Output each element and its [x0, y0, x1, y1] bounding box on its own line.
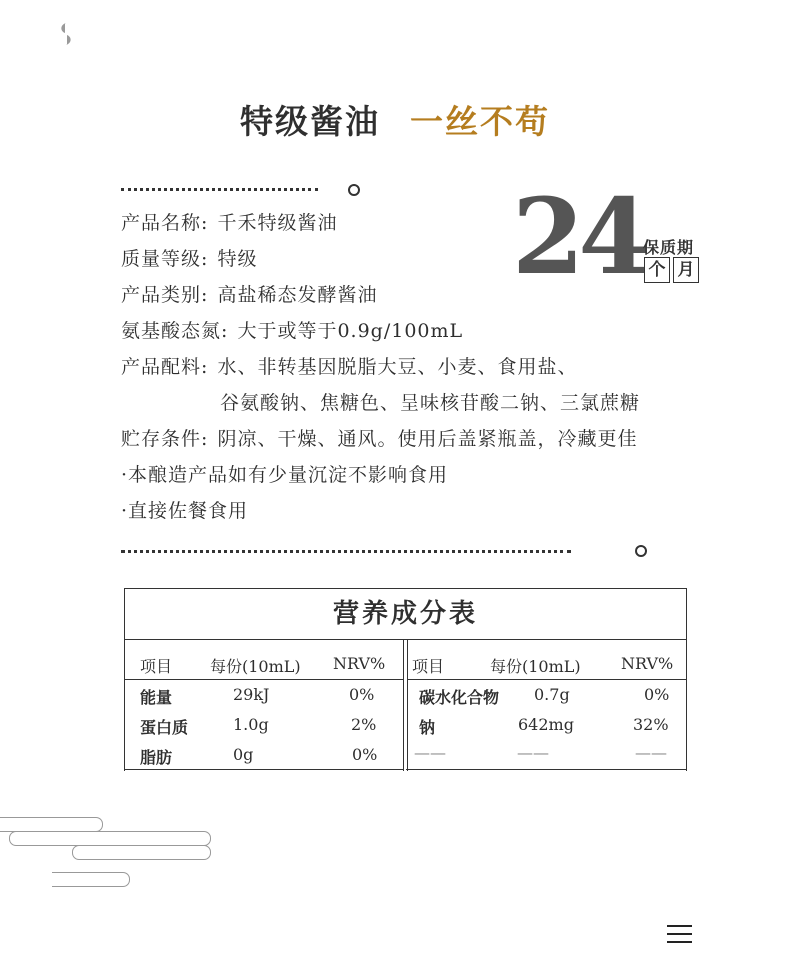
row-item: 能量: [140, 688, 173, 707]
info-product-name: [121, 211, 337, 235]
row-item: 蛋白质: [140, 718, 189, 737]
row-nrv: 0%: [352, 745, 378, 764]
page-headline: [0, 96, 790, 143]
info-quality-grade: [121, 247, 257, 271]
row-nrv: ——: [635, 743, 667, 762]
header-nrv: NRV%: [333, 654, 386, 673]
info-label: 质量等级:: [121, 248, 209, 270]
info-value: 阴凉、干燥、通风。使用后盖紧瓶盖，冷藏更佳: [217, 428, 638, 450]
info-storage: [121, 427, 637, 451]
row-nrv: 0%: [644, 685, 670, 704]
brand-slogan: 一丝不苟: [410, 102, 550, 141]
shelf-life-number: 24: [512, 175, 645, 298]
nutrition-table-title: 营养成分表: [125, 589, 686, 640]
table-header-row: [408, 640, 687, 680]
nutrition-table: [124, 588, 687, 771]
info-label: 产品配料:: [121, 356, 209, 378]
info-value: 高盐稀态发酵酱油: [217, 284, 378, 306]
nutrition-table-left: [125, 640, 404, 771]
info-value: 特级: [217, 248, 258, 270]
info-label: 氨基酸态氮:: [121, 320, 229, 342]
info-value: 千禾特级酱油: [217, 212, 338, 234]
nutrition-table-right: [407, 640, 687, 771]
info-label: 贮存条件:: [121, 428, 209, 450]
row-item: 碳水化合物: [419, 688, 500, 707]
shelf-life-unit-ge: 个: [644, 257, 670, 283]
header-item: 项目: [140, 657, 173, 676]
top-divider-ring: [348, 184, 360, 196]
header-item: 项目: [412, 657, 445, 676]
info-label: 产品类别:: [121, 284, 209, 306]
row-amount: 1.0g: [233, 715, 269, 734]
bottom-dotted-divider: [121, 550, 571, 553]
row-item: ——: [414, 743, 446, 762]
row-nrv: 32%: [633, 715, 669, 734]
cloud-line: [72, 845, 211, 860]
top-dotted-divider: [121, 188, 318, 191]
row-item: 脂肪: [140, 748, 173, 767]
info-ingredients-continued: 谷氨酸钠、焦糖色、呈味核苷酸二钠、三氯蔗糖: [220, 392, 641, 414]
shelf-life-label: 保质期: [643, 238, 695, 257]
info-ingredients: [121, 355, 577, 379]
cloud-line: [0, 817, 103, 832]
table-header-row: [125, 640, 403, 680]
row-item: 钠: [419, 718, 436, 737]
row-amount: 0.7g: [534, 685, 570, 704]
header-per-serving: 每份(10mL): [210, 657, 301, 676]
info-amino-nitrogen: [121, 319, 463, 343]
info-value: 水、非转基因脱脂大豆、小麦、食用盐、: [217, 356, 578, 378]
info-category: [121, 283, 377, 307]
row-amount: 642mg: [518, 715, 574, 734]
brand-logo-icon: [56, 22, 76, 46]
info-note-sediment: ·本酿造产品如有少量沉淀不影响食用: [121, 464, 449, 486]
bottom-divider-ring: [635, 545, 647, 557]
row-nrv: 0%: [349, 685, 375, 704]
header-per-serving: 每份(10mL): [490, 657, 581, 676]
hamburger-menu-icon[interactable]: [667, 925, 692, 943]
info-value: 大于或等于0.9g/100mL: [237, 320, 464, 342]
header-nrv: NRV%: [621, 654, 674, 673]
shelf-life-unit-month: 月: [673, 257, 699, 283]
product-title: 特级酱油: [240, 102, 380, 141]
info-note-usage: ·直接佐餐食用: [121, 500, 249, 522]
info-label: 产品名称:: [121, 212, 209, 234]
row-amount: ——: [517, 743, 549, 762]
row-nrv: 2%: [351, 715, 377, 734]
row-amount: 0g: [233, 745, 254, 764]
cloud-line: [52, 872, 130, 887]
row-amount: 29kJ: [233, 685, 270, 704]
cloud-line: [9, 831, 211, 846]
